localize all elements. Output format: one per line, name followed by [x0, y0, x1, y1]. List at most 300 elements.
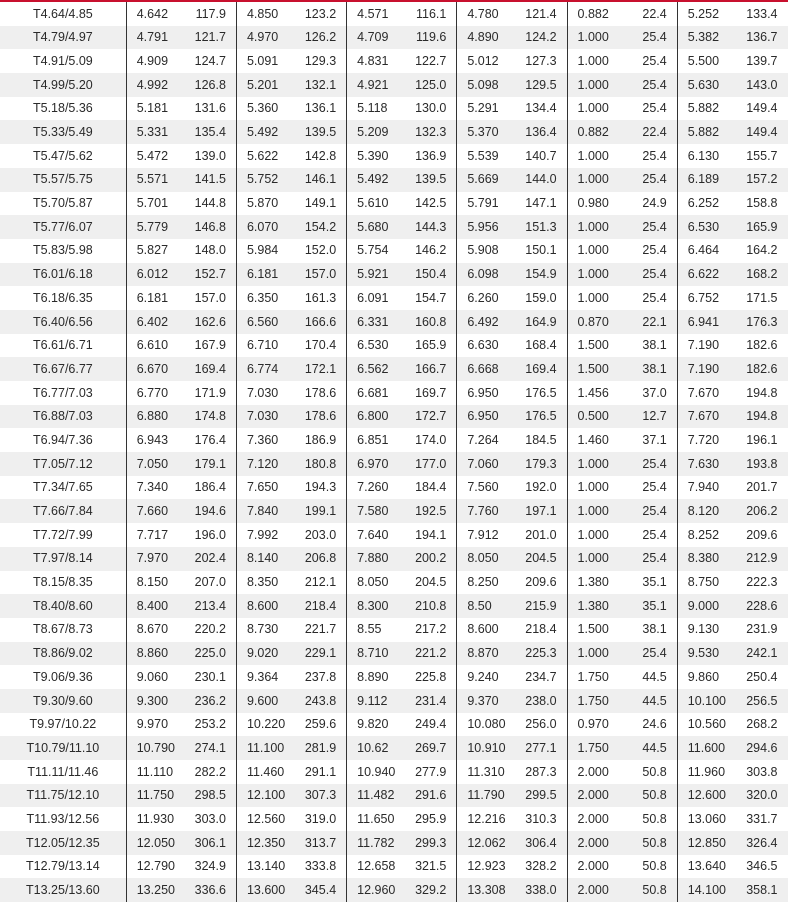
mm-value-cell: 25.4 — [625, 499, 677, 523]
inch-value-cell: 4.921 — [347, 73, 405, 97]
mm-value-cell: 24.9 — [625, 192, 677, 216]
mm-value-cell: 171.5 — [735, 286, 787, 310]
inch-value-cell: 5.118 — [347, 97, 405, 121]
mm-value-cell: 178.6 — [295, 381, 347, 405]
mm-value-cell: 209.6 — [515, 571, 567, 595]
table-row — [0, 97, 788, 121]
inch-value-cell: 6.950 — [457, 405, 515, 429]
inch-value-cell: 11.460 — [236, 760, 294, 784]
inch-value-cell: 5.752 — [236, 168, 294, 192]
table-row — [0, 878, 788, 902]
inch-value-cell: 5.181 — [126, 97, 184, 121]
inch-value-cell: 10.560 — [677, 713, 735, 737]
inch-value-cell: 6.770 — [126, 381, 184, 405]
inch-value-cell: 12.658 — [347, 855, 405, 879]
inch-value-cell: 8.50 — [457, 594, 515, 618]
inch-value-cell: 1.000 — [567, 49, 625, 73]
table-row — [0, 26, 788, 50]
inch-value-cell: 8.300 — [347, 594, 405, 618]
size-code-cell: T7.66/7.84 — [0, 499, 126, 523]
table-row — [0, 73, 788, 97]
mm-value-cell: 212.9 — [735, 547, 787, 571]
inch-value-cell: 7.970 — [126, 547, 184, 571]
inch-value-cell: 8.140 — [236, 547, 294, 571]
size-code-cell: T4.79/4.97 — [0, 26, 126, 50]
size-code-cell: T6.88/7.03 — [0, 405, 126, 429]
mm-value-cell: 282.2 — [184, 760, 236, 784]
mm-value-cell: 182.6 — [735, 357, 787, 381]
inch-value-cell: 7.760 — [457, 499, 515, 523]
inch-value-cell: 5.870 — [236, 192, 294, 216]
mm-value-cell: 154.9 — [515, 263, 567, 287]
mm-value-cell: 146.1 — [295, 168, 347, 192]
inch-value-cell: 2.000 — [567, 831, 625, 855]
size-code-cell: T8.15/8.35 — [0, 571, 126, 595]
size-code-cell: T6.61/6.71 — [0, 334, 126, 358]
inch-value-cell: 8.870 — [457, 642, 515, 666]
size-code-cell: T11.11/11.46 — [0, 760, 126, 784]
mm-value-cell: 25.4 — [625, 476, 677, 500]
inch-value-cell: 5.209 — [347, 120, 405, 144]
size-code-cell: T7.05/7.12 — [0, 452, 126, 476]
inch-value-cell: 1.380 — [567, 571, 625, 595]
mm-value-cell: 225.0 — [184, 642, 236, 666]
inch-value-cell: 6.492 — [457, 310, 515, 334]
table-row — [0, 239, 788, 263]
mm-value-cell: 310.3 — [515, 807, 567, 831]
inch-value-cell: 7.840 — [236, 499, 294, 523]
mm-value-cell: 22.1 — [625, 310, 677, 334]
inch-value-cell: 1.000 — [567, 97, 625, 121]
inch-value-cell: 7.717 — [126, 523, 184, 547]
table-row — [0, 713, 788, 737]
mm-value-cell: 287.3 — [515, 760, 567, 784]
inch-value-cell: 11.930 — [126, 807, 184, 831]
mm-value-cell: 146.8 — [184, 215, 236, 239]
size-code-cell: T8.86/9.02 — [0, 642, 126, 666]
inch-value-cell: 10.910 — [457, 736, 515, 760]
mm-value-cell: 160.8 — [405, 310, 457, 334]
inch-value-cell: 7.580 — [347, 499, 405, 523]
mm-value-cell: 131.6 — [184, 97, 236, 121]
mm-value-cell: 215.9 — [515, 594, 567, 618]
inch-value-cell: 13.250 — [126, 878, 184, 902]
inch-value-cell: 6.189 — [677, 168, 735, 192]
inch-value-cell: 7.190 — [677, 357, 735, 381]
inch-value-cell: 6.464 — [677, 239, 735, 263]
mm-value-cell: 200.2 — [405, 547, 457, 571]
table-row — [0, 381, 788, 405]
inch-value-cell: 4.850 — [236, 2, 294, 26]
inch-value-cell: 7.660 — [126, 499, 184, 523]
size-code-cell: T6.94/7.36 — [0, 428, 126, 452]
table-row — [0, 594, 788, 618]
mm-value-cell: 212.1 — [295, 571, 347, 595]
mm-value-cell: 152.7 — [184, 263, 236, 287]
mm-value-cell: 237.8 — [295, 665, 347, 689]
table-row — [0, 760, 788, 784]
mm-value-cell: 225.3 — [515, 642, 567, 666]
inch-value-cell: 8.252 — [677, 523, 735, 547]
size-code-cell: T9.06/9.36 — [0, 665, 126, 689]
mm-value-cell: 320.0 — [735, 784, 787, 808]
inch-value-cell: 12.100 — [236, 784, 294, 808]
mm-value-cell: 124.2 — [515, 26, 567, 50]
mm-value-cell: 146.2 — [405, 239, 457, 263]
mm-value-cell: 299.3 — [405, 831, 457, 855]
mm-value-cell: 136.9 — [405, 144, 457, 168]
inch-value-cell: 4.780 — [457, 2, 515, 26]
mm-value-cell: 25.4 — [625, 144, 677, 168]
mm-value-cell: 154.7 — [405, 286, 457, 310]
inch-value-cell: 9.060 — [126, 665, 184, 689]
mm-value-cell: 169.4 — [184, 357, 236, 381]
mm-value-cell: 331.7 — [735, 807, 787, 831]
mm-value-cell: 25.4 — [625, 73, 677, 97]
size-code-cell: T5.83/5.98 — [0, 239, 126, 263]
table-row — [0, 689, 788, 713]
inch-value-cell: 5.012 — [457, 49, 515, 73]
mm-value-cell: 209.6 — [735, 523, 787, 547]
table-row — [0, 120, 788, 144]
table-row — [0, 263, 788, 287]
inch-value-cell: 6.880 — [126, 405, 184, 429]
table-row — [0, 49, 788, 73]
inch-value-cell: 5.921 — [347, 263, 405, 287]
inch-value-cell: 5.610 — [347, 192, 405, 216]
mm-value-cell: 142.8 — [295, 144, 347, 168]
mm-value-cell: 129.5 — [515, 73, 567, 97]
mm-value-cell: 25.4 — [625, 452, 677, 476]
inch-value-cell: 4.890 — [457, 26, 515, 50]
mm-value-cell: 174.0 — [405, 428, 457, 452]
inch-value-cell: 8.670 — [126, 618, 184, 642]
mm-value-cell: 168.2 — [735, 263, 787, 287]
mm-value-cell: 149.4 — [735, 120, 787, 144]
inch-value-cell: 12.790 — [126, 855, 184, 879]
inch-value-cell: 1.000 — [567, 286, 625, 310]
inch-value-cell: 6.774 — [236, 357, 294, 381]
table-row — [0, 665, 788, 689]
mm-value-cell: 306.4 — [515, 831, 567, 855]
size-code-cell: T7.34/7.65 — [0, 476, 126, 500]
mm-value-cell: 196.1 — [735, 428, 787, 452]
inch-value-cell: 10.220 — [236, 713, 294, 737]
mm-value-cell: 306.1 — [184, 831, 236, 855]
inch-value-cell: 7.630 — [677, 452, 735, 476]
inch-value-cell: 5.984 — [236, 239, 294, 263]
mm-value-cell: 169.7 — [405, 381, 457, 405]
mm-value-cell: 152.0 — [295, 239, 347, 263]
inch-value-cell: 6.752 — [677, 286, 735, 310]
mm-value-cell: 167.9 — [184, 334, 236, 358]
mm-value-cell: 143.0 — [735, 73, 787, 97]
mm-value-cell: 144.8 — [184, 192, 236, 216]
inch-value-cell: 11.960 — [677, 760, 735, 784]
table-row — [0, 807, 788, 831]
inch-value-cell: 8.050 — [347, 571, 405, 595]
inch-value-cell: 4.642 — [126, 2, 184, 26]
table-row — [0, 357, 788, 381]
mm-value-cell: 149.1 — [295, 192, 347, 216]
table-row — [0, 642, 788, 666]
inch-value-cell: 1.000 — [567, 144, 625, 168]
inch-value-cell: 2.000 — [567, 807, 625, 831]
mm-value-cell: 165.9 — [735, 215, 787, 239]
mm-value-cell: 171.9 — [184, 381, 236, 405]
size-code-cell: T7.97/8.14 — [0, 547, 126, 571]
mm-value-cell: 162.6 — [184, 310, 236, 334]
mm-value-cell: 139.5 — [405, 168, 457, 192]
inch-value-cell: 5.360 — [236, 97, 294, 121]
inch-value-cell: 7.030 — [236, 405, 294, 429]
mm-value-cell: 166.6 — [295, 310, 347, 334]
size-code-cell: T4.91/5.09 — [0, 49, 126, 73]
mm-value-cell: 294.6 — [735, 736, 787, 760]
mm-value-cell: 298.5 — [184, 784, 236, 808]
mm-value-cell: 176.3 — [735, 310, 787, 334]
inch-value-cell: 11.782 — [347, 831, 405, 855]
mm-value-cell: 206.8 — [295, 547, 347, 571]
inch-value-cell: 1.000 — [567, 168, 625, 192]
inch-value-cell: 6.630 — [457, 334, 515, 358]
inch-value-cell: 5.882 — [677, 97, 735, 121]
mm-value-cell: 194.3 — [295, 476, 347, 500]
inch-value-cell: 5.701 — [126, 192, 184, 216]
inch-value-cell: 6.181 — [236, 263, 294, 287]
inch-value-cell: 2.000 — [567, 784, 625, 808]
table-row — [0, 2, 788, 26]
mm-value-cell: 194.8 — [735, 405, 787, 429]
inch-value-cell: 6.012 — [126, 263, 184, 287]
mm-value-cell: 274.1 — [184, 736, 236, 760]
size-code-cell: T6.40/6.56 — [0, 310, 126, 334]
inch-value-cell: 5.390 — [347, 144, 405, 168]
mm-value-cell: 329.2 — [405, 878, 457, 902]
mm-value-cell: 333.8 — [295, 855, 347, 879]
inch-value-cell: 1.000 — [567, 263, 625, 287]
mm-value-cell: 172.1 — [295, 357, 347, 381]
mm-value-cell: 44.5 — [625, 736, 677, 760]
mm-value-cell: 139.5 — [295, 120, 347, 144]
mm-value-cell: 139.7 — [735, 49, 787, 73]
inch-value-cell: 7.992 — [236, 523, 294, 547]
mm-value-cell: 268.2 — [735, 713, 787, 737]
mm-value-cell: 291.6 — [405, 784, 457, 808]
inch-value-cell: 4.970 — [236, 26, 294, 50]
inch-value-cell: 5.291 — [457, 97, 515, 121]
inch-value-cell: 5.680 — [347, 215, 405, 239]
mm-value-cell: 186.4 — [184, 476, 236, 500]
inch-value-cell: 6.350 — [236, 286, 294, 310]
mm-value-cell: 25.4 — [625, 263, 677, 287]
inch-value-cell: 12.062 — [457, 831, 515, 855]
mm-value-cell: 25.4 — [625, 239, 677, 263]
inch-value-cell: 6.681 — [347, 381, 405, 405]
mm-value-cell: 177.0 — [405, 452, 457, 476]
mm-value-cell: 50.8 — [625, 831, 677, 855]
inch-value-cell: 13.640 — [677, 855, 735, 879]
inch-value-cell: 12.960 — [347, 878, 405, 902]
inch-value-cell: 8.750 — [677, 571, 735, 595]
inch-value-cell: 5.201 — [236, 73, 294, 97]
mm-value-cell: 164.2 — [735, 239, 787, 263]
size-code-cell: T9.30/9.60 — [0, 689, 126, 713]
inch-value-cell: 5.827 — [126, 239, 184, 263]
size-code-cell: T13.25/13.60 — [0, 878, 126, 902]
mm-value-cell: 277.1 — [515, 736, 567, 760]
inch-value-cell: 10.100 — [677, 689, 735, 713]
mm-value-cell: 169.4 — [515, 357, 567, 381]
mm-value-cell: 117.9 — [184, 2, 236, 26]
inch-value-cell: 1.000 — [567, 26, 625, 50]
mm-value-cell: 25.4 — [625, 49, 677, 73]
mm-value-cell: 303.0 — [184, 807, 236, 831]
mm-value-cell: 147.1 — [515, 192, 567, 216]
inch-value-cell: 9.130 — [677, 618, 735, 642]
inch-value-cell: 11.110 — [126, 760, 184, 784]
mm-value-cell: 307.3 — [295, 784, 347, 808]
mm-value-cell: 249.4 — [405, 713, 457, 737]
inch-value-cell: 1.000 — [567, 547, 625, 571]
inch-value-cell: 1.000 — [567, 523, 625, 547]
mm-value-cell: 157.0 — [295, 263, 347, 287]
inch-value-cell: 9.860 — [677, 665, 735, 689]
table-row — [0, 310, 788, 334]
inch-value-cell: 9.364 — [236, 665, 294, 689]
inch-value-cell: 0.882 — [567, 2, 625, 26]
size-code-cell: T11.93/12.56 — [0, 807, 126, 831]
inch-value-cell: 5.956 — [457, 215, 515, 239]
mm-value-cell: 119.6 — [405, 26, 457, 50]
mm-value-cell: 199.1 — [295, 499, 347, 523]
mm-value-cell: 250.4 — [735, 665, 787, 689]
mm-value-cell: 50.8 — [625, 760, 677, 784]
inch-value-cell: 12.560 — [236, 807, 294, 831]
mm-value-cell: 25.4 — [625, 642, 677, 666]
mm-value-cell: 221.2 — [405, 642, 457, 666]
table-row — [0, 192, 788, 216]
mm-value-cell: 165.9 — [405, 334, 457, 358]
inch-value-cell: 6.710 — [236, 334, 294, 358]
inch-value-cell: 6.402 — [126, 310, 184, 334]
table-row — [0, 831, 788, 855]
size-code-cell: T5.18/5.36 — [0, 97, 126, 121]
inch-value-cell: 2.000 — [567, 878, 625, 902]
size-code-cell: T4.99/5.20 — [0, 73, 126, 97]
inch-value-cell: 4.909 — [126, 49, 184, 73]
inch-value-cell: 9.530 — [677, 642, 735, 666]
size-code-cell: T8.67/8.73 — [0, 618, 126, 642]
mm-value-cell: 37.0 — [625, 381, 677, 405]
mm-value-cell: 50.8 — [625, 855, 677, 879]
mm-value-cell: 193.8 — [735, 452, 787, 476]
mm-value-cell: 133.4 — [735, 2, 787, 26]
inch-value-cell: 9.000 — [677, 594, 735, 618]
inch-value-cell: 12.600 — [677, 784, 735, 808]
inch-value-cell: 4.831 — [347, 49, 405, 73]
mm-value-cell: 182.6 — [735, 334, 787, 358]
inch-value-cell: 5.252 — [677, 2, 735, 26]
inch-value-cell: 8.400 — [126, 594, 184, 618]
mm-value-cell: 157.0 — [184, 286, 236, 310]
inch-value-cell: 1.000 — [567, 239, 625, 263]
inch-value-cell: 7.190 — [677, 334, 735, 358]
mm-value-cell: 229.1 — [295, 642, 347, 666]
inch-value-cell: 5.500 — [677, 49, 735, 73]
inch-value-cell: 9.820 — [347, 713, 405, 737]
mm-value-cell: 196.0 — [184, 523, 236, 547]
inch-value-cell: 0.882 — [567, 120, 625, 144]
table-row — [0, 476, 788, 500]
mm-value-cell: 345.4 — [295, 878, 347, 902]
inch-value-cell: 4.992 — [126, 73, 184, 97]
mm-value-cell: 37.1 — [625, 428, 677, 452]
mm-value-cell: 328.2 — [515, 855, 567, 879]
inch-value-cell: 5.492 — [236, 120, 294, 144]
mm-value-cell: 319.0 — [295, 807, 347, 831]
mm-value-cell: 213.4 — [184, 594, 236, 618]
mm-value-cell: 22.4 — [625, 120, 677, 144]
inch-value-cell: 5.382 — [677, 26, 735, 50]
mm-value-cell: 291.1 — [295, 760, 347, 784]
inch-value-cell: 1.456 — [567, 381, 625, 405]
mm-value-cell: 194.8 — [735, 381, 787, 405]
mm-value-cell: 132.1 — [295, 73, 347, 97]
inch-value-cell: 6.331 — [347, 310, 405, 334]
inch-value-cell: 12.216 — [457, 807, 515, 831]
mm-value-cell: 269.7 — [405, 736, 457, 760]
mm-value-cell: 218.4 — [295, 594, 347, 618]
inch-value-cell: 1.750 — [567, 689, 625, 713]
inch-value-cell: 6.943 — [126, 428, 184, 452]
mm-value-cell: 234.7 — [515, 665, 567, 689]
inch-value-cell: 6.970 — [347, 452, 405, 476]
inch-value-cell: 9.370 — [457, 689, 515, 713]
mm-value-cell: 321.5 — [405, 855, 457, 879]
mm-value-cell: 38.1 — [625, 618, 677, 642]
mm-value-cell: 184.4 — [405, 476, 457, 500]
size-code-cell: T6.01/6.18 — [0, 263, 126, 287]
inch-value-cell: 13.308 — [457, 878, 515, 902]
inch-value-cell: 7.360 — [236, 428, 294, 452]
inch-value-cell: 5.754 — [347, 239, 405, 263]
size-code-cell: T5.33/5.49 — [0, 120, 126, 144]
inch-value-cell: 8.250 — [457, 571, 515, 595]
mm-value-cell: 178.6 — [295, 405, 347, 429]
inch-value-cell: 1.000 — [567, 452, 625, 476]
mm-value-cell: 126.8 — [184, 73, 236, 97]
inch-value-cell: 8.730 — [236, 618, 294, 642]
mm-value-cell: 151.3 — [515, 215, 567, 239]
table-row — [0, 618, 788, 642]
size-code-cell: T6.18/6.35 — [0, 286, 126, 310]
mm-value-cell: 230.1 — [184, 665, 236, 689]
mm-value-cell: 157.2 — [735, 168, 787, 192]
inch-value-cell: 12.050 — [126, 831, 184, 855]
inch-value-cell: 8.380 — [677, 547, 735, 571]
inch-value-cell: 1.000 — [567, 73, 625, 97]
inch-value-cell: 6.530 — [347, 334, 405, 358]
inch-value-cell: 6.610 — [126, 334, 184, 358]
inch-value-cell: 9.240 — [457, 665, 515, 689]
inch-value-cell: 14.100 — [677, 878, 735, 902]
mm-value-cell: 139.0 — [184, 144, 236, 168]
table-row — [0, 571, 788, 595]
size-table — [0, 2, 788, 902]
size-code-cell: T6.67/6.77 — [0, 357, 126, 381]
inch-value-cell: 6.668 — [457, 357, 515, 381]
